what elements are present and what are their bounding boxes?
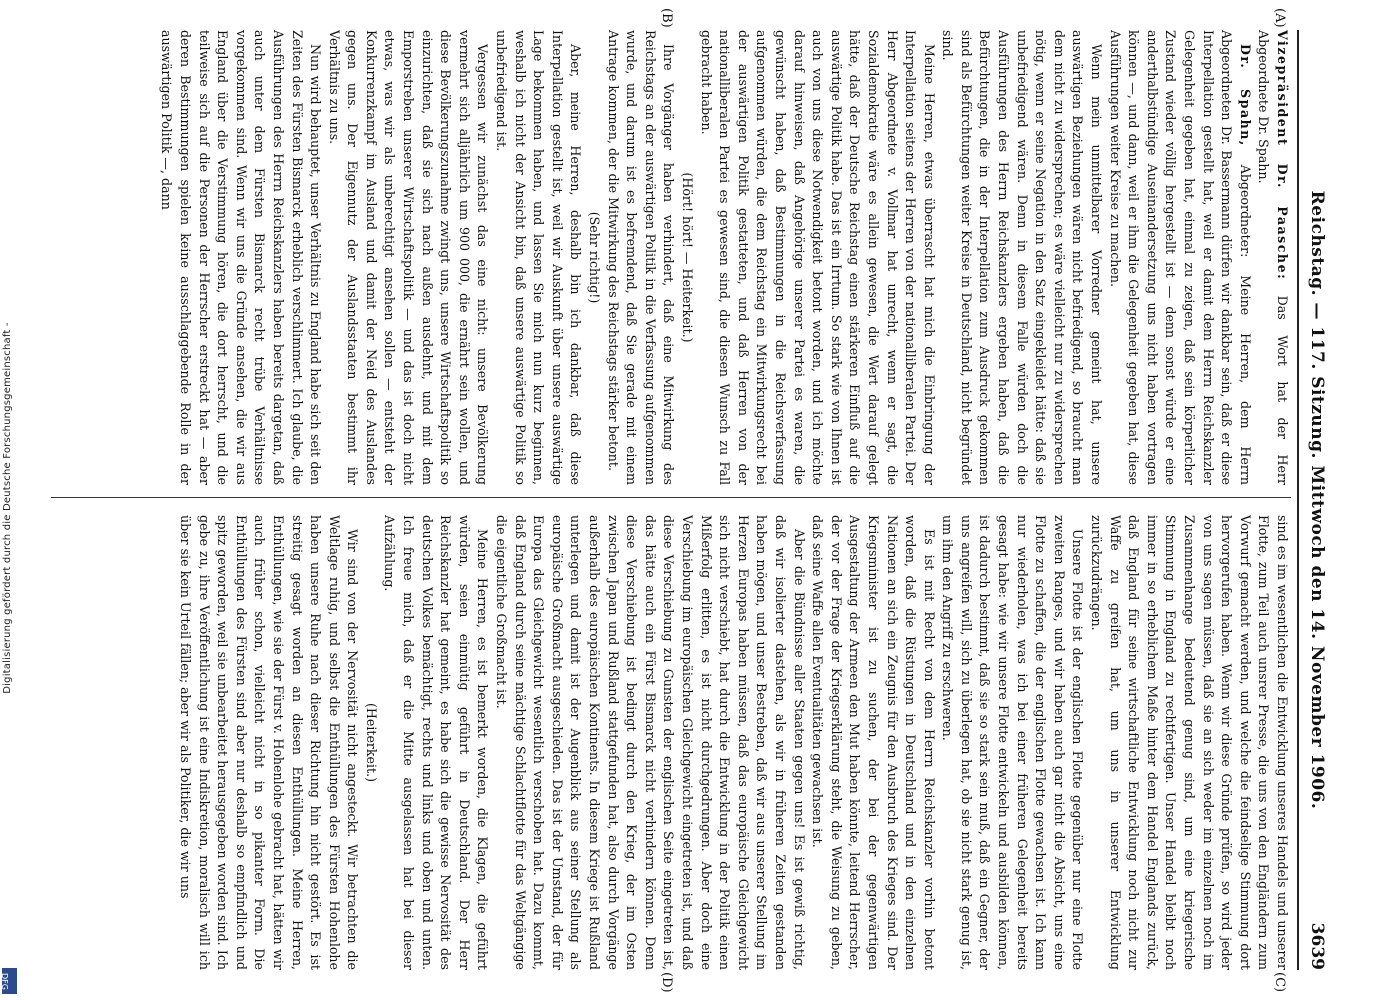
- paragraph-text: Vergessen wir zunächst das eine nicht: unsere Bevölkerung vermehrt sich alljährlich um 900 000, die ernährt sein wollen, und diese Bevölkerungszunahme zwingt uns, unsere Wirtschaftspolitik so einzurichten, daß sie sich nach außen ausdehnt, und mit dem Emporstreben unserer Wirtschaftspolitik — und das ist doch nicht etwas, was wir als unberechtigt ansehen sollen — entsteht der Konkurrenzkampf im Ausland und damit der Neid des Auslandes gegen uns. Der Eigennutz der Auslandsstaaten bestimmt ihr Verhältnis zu uns.: [326, 30, 491, 485]
- text-column-left: [51, 30, 1291, 485]
- paragraph-text: Das Wort hat der Herr Abgeordnete Dr. Spahn.: [1256, 30, 1290, 485]
- margin-marker-a: (A): [1272, 8, 1287, 28]
- paragraph: [603, 30, 677, 485]
- speaker-name: Dr. Spahn,: [1237, 44, 1253, 147]
- paragraph: [584, 30, 603, 485]
- paragraph: [1254, 30, 1291, 485]
- paragraph-text: Abgeordneter: Meine Herren, dem Herrn Abgeordneten Dr. Bassermann dürfen wir dankbar sein, daß er diese Interpellation gestellt hat, weil er damit dem Herrn Reichskanzler Gelegenheit gegeben hat, einmal zu zeigen, daß sein körperlicher Zustand wieder völlig hergestellt ist — denn sonst würde er eine anderthalbstündige Auseinandersetzung uns nicht haben vortragen können —, und dann, weil er ihm die Gelegenheit gegeben hat, diese Ausführungen weiter Kreise zu machen.: [1107, 30, 1253, 485]
- credit-sidebar: [0, 0, 20, 1000]
- paragraph: [175, 515, 361, 970]
- column-divider: [51, 497, 1291, 498]
- paragraph: [938, 515, 1087, 970]
- paragraph-text: Wir sind von der Nervosität nicht angesteckt. Wir betrachten die Weltlage ruhig, und selbst die Enthüllungen des Fürsten Hohenlohe haben unsere Ruhe nach dieser Richtung hin nicht gestört. Es ist streitig gesagt worden an diesen Enthüllungen. Meine Herren, Enthüllungen, wie sie der Fürst v. Hohenlohe gebracht hat, hätten wir auch früher schon, vielleicht nicht in so pikanter Form. Die Enthüllungen des Fürsten sind aber nur deshalb so empfindlich und spitz geworden, weil sie unbearbeitet herausgegeben worden sind. Ich gebe zu, ihre Veröffentlichung ist eine Indiskretion, moralisch will ich über sie kein Urteil fällen; aber wir als Politiker, die wir uns: [177, 515, 361, 970]
- header-rule: [1297, 30, 1299, 970]
- paragraph: [324, 30, 491, 485]
- paragraph: [157, 30, 324, 485]
- paragraph-text: Aber, meine Herren, deshalb bin ich dankbar, daß diese Interpellation gestellt ist, weil wir Auskunft über unsere auswärtige Lage bekommen haben, und lassen Sie mich nun kurz beginnen, weshalb ich nicht der Ansicht bin, daß unsere auswärtige Politik so unbefriedigend ist.: [494, 30, 584, 485]
- paragraph: [1086, 515, 1291, 970]
- paragraph: [361, 515, 380, 970]
- document-page: [44, 0, 1339, 1000]
- paragraph: [491, 30, 584, 485]
- paragraph-text: sind es im wesentlichen die Entwicklung unseres Handels und unserer Flotte, zum Teil auch unsrer Presse, die uns von den Engländern zum Vorwurf gemacht werden, und welche die feindselige Stimmung dort hervorgerufen haben. Wenn wir diese Gründe prüfen, so wird jeder von uns sagen müssen, daß sie an sich weder im einzelnen noch im Zusammenhange bedeutend genug sind, um eine kriegerische Stimmung in England zu rechtfertigen. Unser Handel bleibt noch immer in so erheblichem Maße hinter dem Handel Englands zurück, daß England für seine wirtschaftliche Entwicklung noch nicht zur Waffe zu greifen hat, um uns in unserer Entwicklung zurückzudrängen.: [1089, 515, 1290, 970]
- paragraph-text: Wenn mein unmittelbarer Vorredner gemeint hat, unsere auswärtigen Beziehungen wären nicht befriedigend, so braucht man dem nicht zu widersprechen; es wäre vielleicht nur zu widersprechen nötig, wenn er seine Negation in den Satz eingekleidet hätte: daß sie unbefriedigend wären. Denn in diesem Falle würden doch die Ausführungen des Herrn Reichskanzlers ergeben haben, daß die Befürchtungen, die in der Interpellation zum Ausdruck gekommen sind als Befürchtungen weiter Kreise in Deutschland, nicht begründet sind.: [940, 30, 1105, 485]
- paragraph-text: Es ist mit Recht von dem Herrn Reichskanzler vorhin betont worden, daß die Rüstungen in Deutschland und in den einzelnen Nationen an sich ein Zeugnis für den Ausbruch des Krieges sind. Der Kriegsminister ist zu suchen, der bei der gegenwärtigen Ausgestaltung der Armeen den Mut haben könnte, leitend Herrscher, der vor der Frage der Kriegserklärung steht, die Weisung zu geben, daß seine Waffe allen Eventualitäten gewachsen ist.: [810, 515, 937, 970]
- paragraph-text: Ihre Vorgänger haben verhindert, daß eine Mitwirkung des Reichstags an der auswärtigen Politik in die Verfassung aufgenommen wurde, und darum ist es befremdend, daß Sie gerade mit einem Antrage kommen, der die Mitwirkung des Reichstags stärker betont.: [605, 30, 677, 485]
- paragraph: [808, 515, 938, 970]
- paragraph-text: (Heiterkeit.): [363, 703, 379, 782]
- paragraph: [491, 515, 807, 970]
- paragraph: [677, 30, 696, 485]
- paragraph: [380, 515, 492, 970]
- paragraph-text: Meine Herren, es ist bemerkt worden, die Klagen, die geführt würden, seien einmütig geführt in Deutschland. Der Herr Reichskanzler hat gemeint, es habe sich die gewisse Nervosität des deutschen Volkes bemächtigt, rechts und links und oben und unten. Ich freue mich, daß er die Mitte ausgelassen hat bei dieser Aufzählung.: [382, 515, 491, 970]
- paragraph-text: Meine Herren, etwas überrascht hat mich die Einbringung der Interpellation seitens der Herren von der nationalliberalen Partei. Der Herr Abgeordnete v. Vollmar hat unrecht, wenn er sagt, die Sozialdemokratie wäre es allein gewesen, die Wert darauf gelegt hätte, daß der Deutsche Reichstag einen stärkeren Einfluß auf die auswärtige Politik habe. Das ist ein Irrtum. So stark wie von Ihnen ist auch von uns diese Notwendigkeit betont worden, und ich möchte darauf hinweisen, daß Angehörige unserer Partei es waren, die gewünscht haben, daß Bestimmungen in die Reichsverfassung aufgenommen würden, die dem Reichstag ein Mitwirkungsrecht bei der auswärtigen Politik gestatteten, und daß Herren von der nationalliberalen Partei es gewesen sind, die diesen Wunsch zu Fall gebracht haben.: [698, 30, 937, 485]
- paragraph-text: (Sehr richtig!): [587, 211, 603, 304]
- paragraph: [696, 30, 938, 485]
- margin-marker-b: (B): [659, 8, 674, 28]
- paragraph-text: (Hört! hört! — Heiterkeit.): [680, 172, 695, 343]
- paragraph: [938, 30, 1105, 485]
- page-number: 3639: [1307, 922, 1327, 970]
- dfg-logo: DFG: [2, 968, 17, 994]
- paragraph-text: Nun wird behauptet, unser Verhältnis zu England habe sich seit den Zeiten des Fürsten Bismarck erheblich verschlimmert. Ich glaube, die Ausführungen des Herrn Reichskanzlers haben bereits dargetan, daß auch unter dem Fürsten Bismarck recht trübe Verhältnisse vorgekommen sind. Wenn wir uns die Gründe ansehen, die wir aus England über die Verstimmung hören, die dort herrscht, und die teilweise sich auf die Personen der Herrscher erstreckt hat — aber deren Bestimmungen spielen keine ausschlaggebende Rolle in der auswärtigen Politik —, dann: [159, 30, 324, 485]
- text-column-right: [51, 515, 1291, 970]
- paragraph: [1105, 30, 1254, 485]
- margin-marker-d: (D): [659, 972, 674, 993]
- margin-marker-c: (C): [1272, 972, 1287, 993]
- speaker-name: Vizepräsident Dr. Paasche:: [1275, 30, 1290, 281]
- page-header: [1301, 30, 1331, 970]
- page-title: Reichstag. — 117. Sitzung. Mittwoch den 14. November 1906.: [1307, 190, 1327, 810]
- credit-text: Digitalisierung gefördert durch die Deutsche Forschungsgemeinschaft -: [2, 322, 13, 694]
- paragraph-text: Aber die Bündnisse aller Staaten gegen uns! Es ist gewiß richtig, daß wir isolierter dastehen, als wir in früheren Zeiten gestanden haben mögen, und unser Bestreben, daß wir aus unserer Stellung im Herzen Europas haben müssen, daß das europäische Gleichgewicht sich nicht verschiebt, hat durch die Entwicklung in der Politik einen Mißerfolg erlitten, es ist nicht durchgedrungen. Aber doch eine Verschiebung im europäischen Gleichgewicht eingetreten ist, und daß diese Verschiebung zu Gunsten der englischen Seite eingetreten ist, das hätte auch ein Fürst Bismarck nicht verhindern können. Denn diese Verschiebung ist bedingt durch den Krieg, der im Osten zwischen Japan und Rußland stattgefunden hat, also durch Vorgänge außerhalb des europäischen Kontinents. In diesem Kriege ist Rußland unterlegen und damit ist der Augenblick aus seiner Stellung als europäische Großmacht ausgeschieden. Das ist der Umstand, der für Europa das Gleichgewicht wesentlich verschoben hat. Dazu kommt, daß England durch seine mächtige Schlachtflotte für das Weltgängige die eigentliche Großmacht ist.: [494, 515, 807, 970]
- paragraph-text: Unsere Flotte ist der englischen Flotte gegenüber nur eine Flotte zweiten Ranges, und wir haben auch gar nicht die Absicht, uns eine Flotte zu schaffen, die der englischen Flotte gewachsen ist. Ich kann nur wiederholen, was ich bei einer früheren Gelegenheit bereits gesagt habe: wie wir unsere Flotte entwickeln und ausbilden können, ist dadurch bestimmt, daß sie so stark sein muß, daß ein Gegner, der uns angreifen will, sich zu überlegen hat, ob sie nicht stark genug ist, um ihm den Angriff zu erschweren.: [940, 515, 1086, 970]
